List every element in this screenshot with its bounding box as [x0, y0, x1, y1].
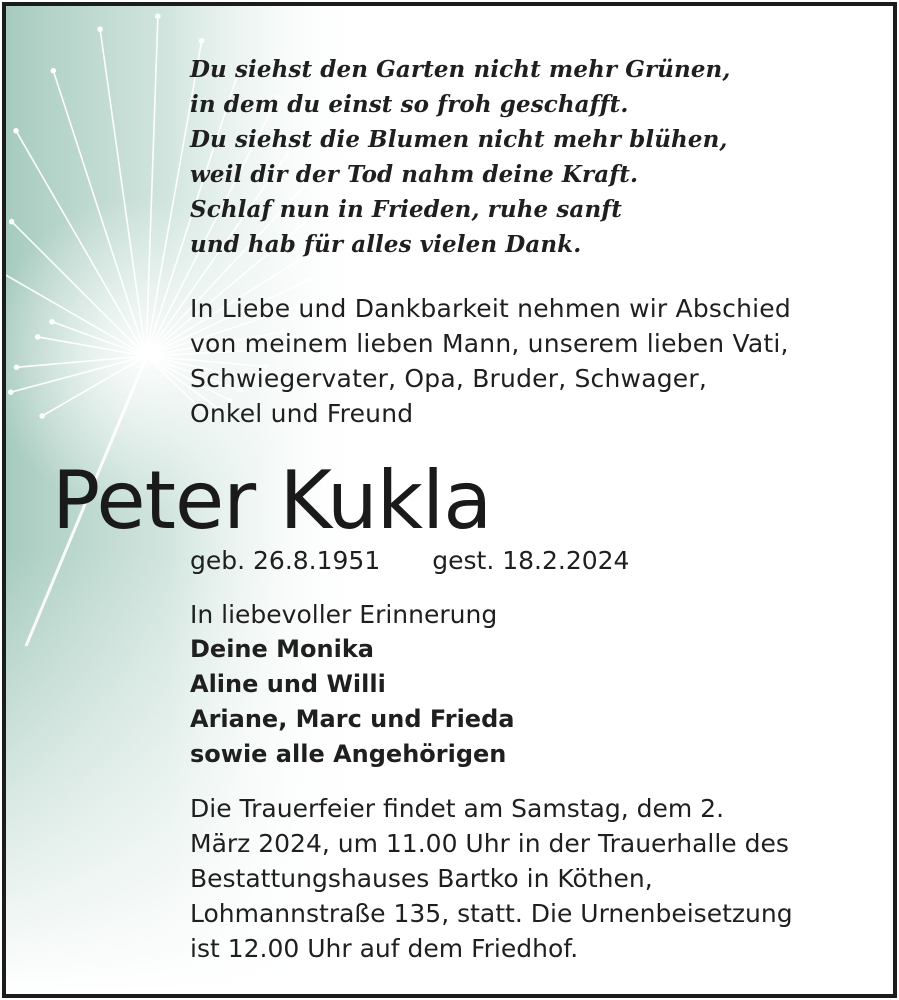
intro-line: Onkel und Freund	[190, 399, 414, 428]
poem-line: Du siehst die Blumen nicht mehr blühen,	[190, 126, 728, 153]
seed-filament-tip	[9, 390, 13, 394]
service-line: Lohmannstraße 135, statt. Die Urnenbeisetzung	[190, 899, 793, 928]
seed-filament-tip	[36, 335, 40, 339]
death-date: gest. 18.2.2024	[432, 546, 630, 575]
seed-filament-tip	[51, 69, 55, 73]
intro-line: In Liebe und Dankbarkeit nehmen wir Abschied	[190, 294, 791, 323]
remembrance-heading: In liebevoller Erinnerung	[190, 600, 498, 629]
mourner-name: Deine Monika	[190, 635, 374, 663]
poem-line: in dem du einst so froh geschafft.	[190, 91, 629, 118]
seed-filament-tip	[156, 14, 160, 18]
seed-filament-tip	[98, 27, 102, 31]
seed-filament-tip	[200, 39, 204, 43]
mourners-block	[190, 597, 514, 772]
seed-filament-tip	[15, 365, 19, 369]
poem-line: und hab für alles vielen Dank.	[190, 231, 582, 258]
seed-filament-tip	[10, 220, 14, 224]
mourner-name: sowie alle Angehörigen	[190, 740, 507, 768]
life-dates	[190, 543, 629, 579]
funeral-service-info	[190, 791, 793, 966]
service-line: ist 12.00 Uhr auf dem Friedhof.	[190, 934, 579, 963]
mourner-name: Aline und Willi	[190, 670, 386, 698]
deceased-name: Peter Kukla	[52, 454, 492, 547]
farewell-intro	[190, 291, 791, 431]
seed-filament-tip	[50, 320, 54, 324]
intro-line: Schwiegervater, Opa, Bruder, Schwager,	[190, 364, 707, 393]
seed-filament-tip	[307, 278, 311, 282]
seed-filament-tip	[14, 129, 18, 133]
poem-line: Du siehst den Garten nicht mehr Grünen,	[190, 56, 731, 83]
birth-date: geb. 26.8.1951	[190, 546, 381, 575]
poem-line: weil dir der Tod nahm deine Kraft.	[190, 161, 639, 188]
service-line: Die Trauerfeier findet am Samstag, dem 2.	[190, 794, 725, 823]
poem-line: Schlaf nun in Frieden, ruhe sanft	[190, 196, 622, 223]
service-line: März 2024, um 11.00 Uhr in der Trauerhalle des	[190, 829, 789, 858]
memorial-poem	[190, 52, 731, 262]
seed-filament-tip	[40, 414, 44, 418]
service-line: Bestattungshauses Bartko in Köthen,	[190, 864, 653, 893]
intro-line: von meinem lieben Mann, unserem lieben Vati,	[190, 329, 789, 358]
obituary-card	[2, 2, 897, 998]
mourner-name: Ariane, Marc und Frieda	[190, 705, 515, 733]
